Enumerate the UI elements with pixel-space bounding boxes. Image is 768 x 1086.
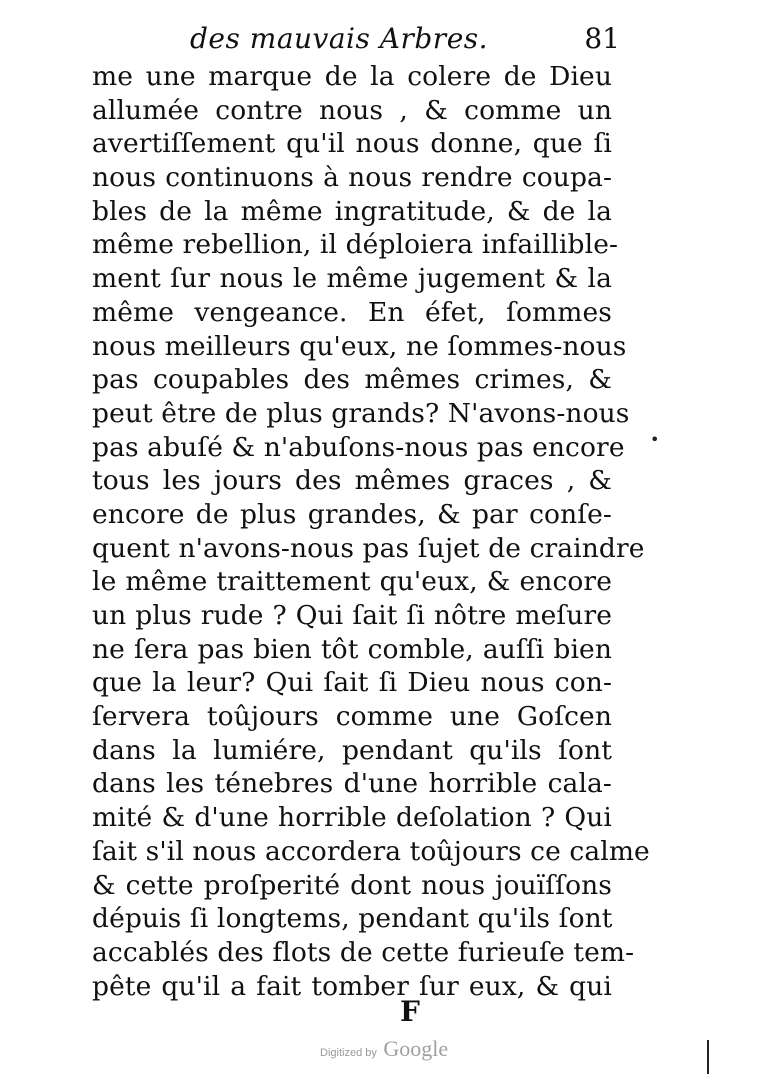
text-line: ment ſur nous le même jugement & la — [92, 263, 612, 295]
signature-mark: F — [400, 995, 420, 1028]
text-line: même vengeance. En éfet, ſommes — [92, 296, 612, 328]
text-line: bles de la même ingratitude, & de la — [92, 195, 612, 227]
page-header — [190, 22, 620, 62]
text-line: allumée contre nous , & comme un — [92, 94, 612, 126]
text-line: nous meilleurs qu'eux, ne ſommes-nous — [92, 330, 627, 362]
text-line: dépuis ſi longtems, pendant qu'ils ſont — [92, 903, 613, 935]
digitized-watermark — [320, 1036, 448, 1062]
text-line: tous les jours des mêmes graces , & — [92, 465, 612, 497]
google-logo: Google — [383, 1036, 449, 1061]
text-line: pête qu'il a fait tomber ſur eux, & qui — [92, 970, 612, 1002]
text-line: quent n'avons-nous pas ſujet de craindre — [92, 532, 645, 564]
text-line: dans les ténebres d'une horrible cala- — [92, 768, 612, 800]
text-line: même rebellion, il déploiera infaillible- — [92, 229, 619, 261]
text-line: pas abuſé & n'abuſons-nous pas encore — [92, 431, 625, 463]
body-text — [92, 60, 650, 1003]
text-line: mité & d'une horrible deſolation ? Qui — [92, 802, 612, 834]
text-line: avertiſſement qu'il nous donne, que ſi — [92, 128, 612, 160]
text-line: dans la lumiére, pendant qu'ils ſont — [92, 734, 612, 766]
text-line: ſait s'il nous accordera toûjours ce calme — [92, 835, 650, 867]
text-line: me une marque de la colere de Dieu — [92, 61, 612, 92]
page-number: 81 — [584, 22, 620, 55]
text-line: nous continuons à nous rendre coupa- — [92, 162, 612, 194]
text-line: peut être de plus grands? N'avons-nous — [92, 397, 630, 429]
text-line: le même traittement qu'eux, & encore — [92, 566, 612, 598]
text-line: accablés des flots de cette furieuſe tem- — [92, 936, 635, 968]
text-line: & cette proſperité dont nous jouïſſons — [92, 869, 612, 901]
text-line: ne ſera pas bien tôt comble, auſſi bien — [92, 633, 612, 665]
text-line: un plus rude ? Qui ſait ſi nôtre meſure — [92, 600, 612, 631]
text-line: ſervera toûjours comme une Goſcen — [92, 701, 612, 733]
text-line: que la leur? Qui ſait ſi Dieu nous con- — [92, 667, 612, 699]
running-head: des mauvais Arbres. — [190, 22, 489, 55]
margin-dot-mark: • — [650, 430, 660, 449]
text-line: encore de plus grandes, & par conſe- — [92, 498, 612, 530]
page-edge-line — [707, 1040, 709, 1074]
text-line: pas coupables des mêmes crimes, & — [92, 364, 612, 396]
digitized-by-label: Digitized by — [320, 1047, 377, 1059]
